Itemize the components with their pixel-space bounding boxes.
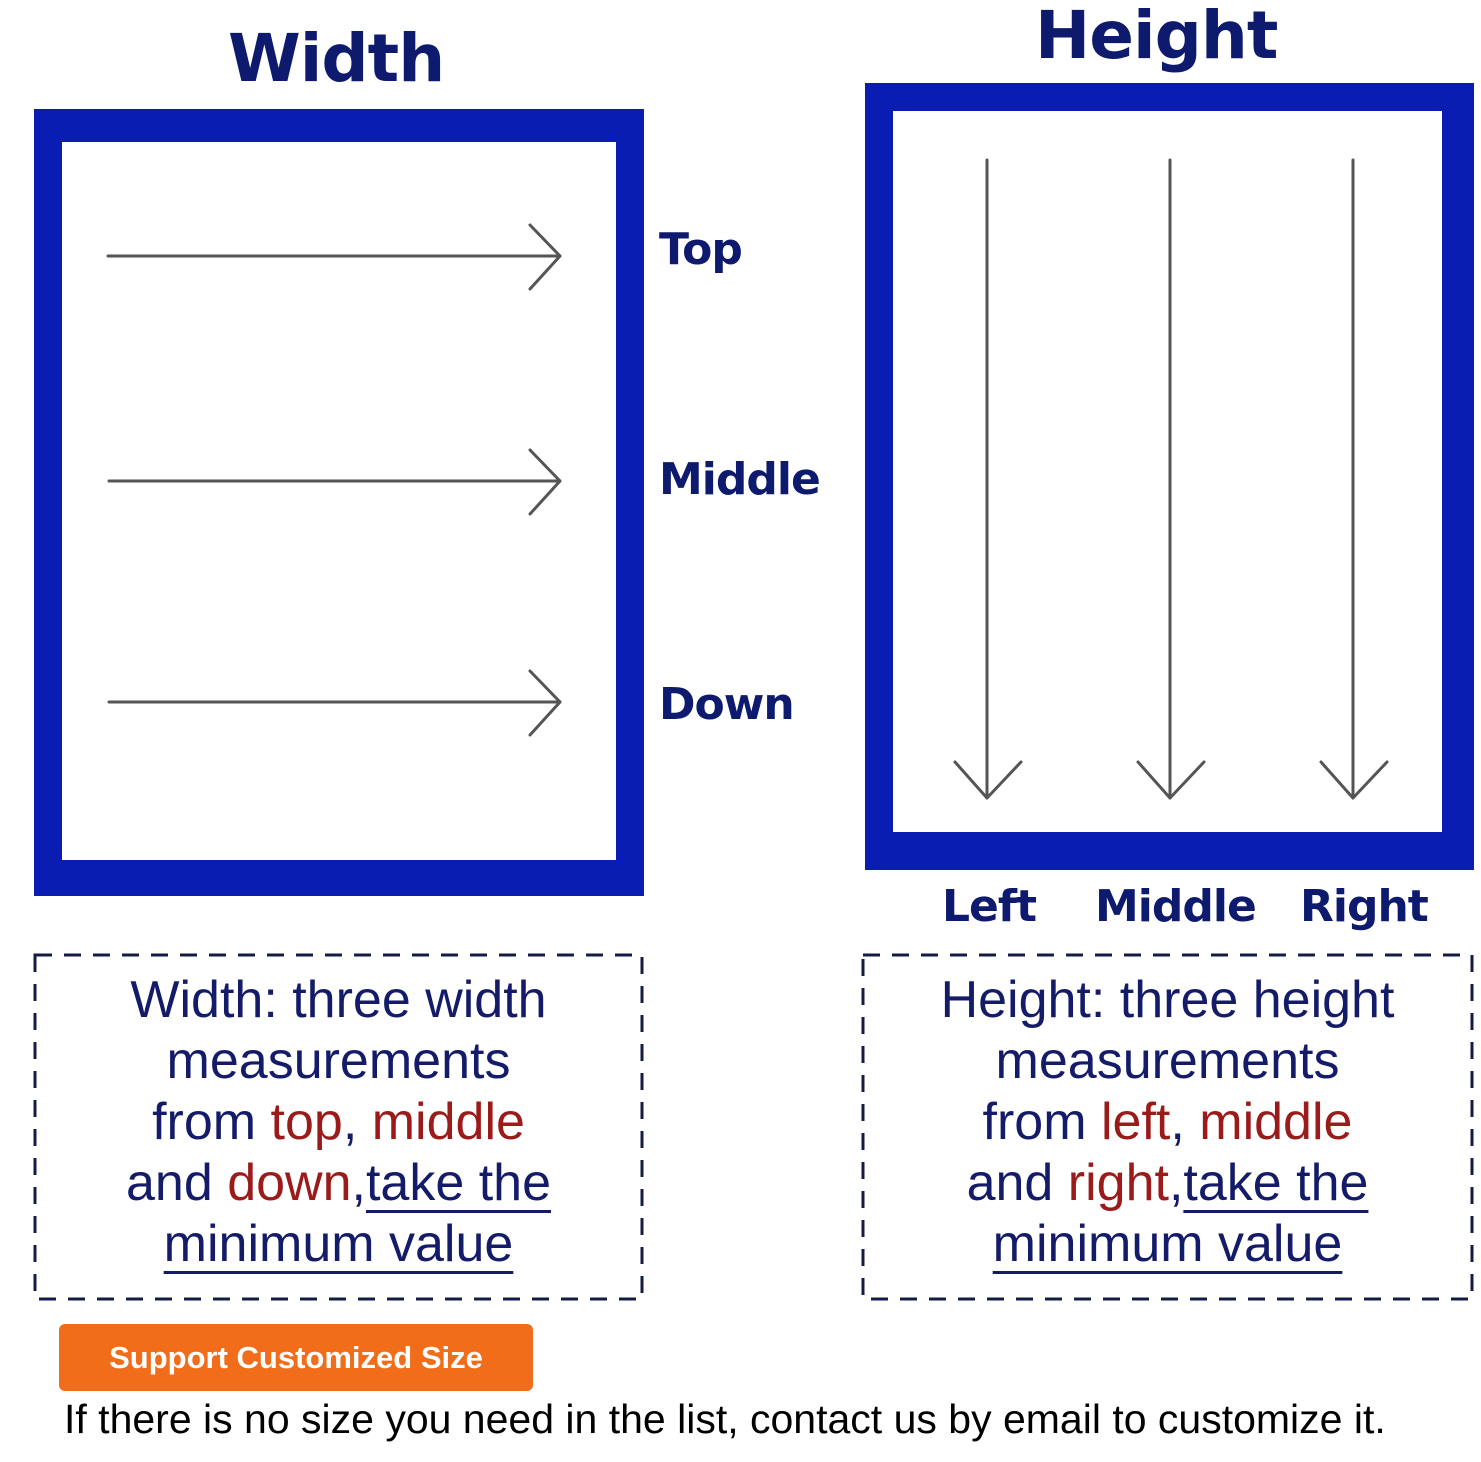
underlined-take-the: take the [365,1154,551,1212]
arrow-center [1138,160,1204,798]
arrow-top [108,225,560,289]
arrow-middle [109,450,560,514]
height-note-line2: measurements [995,1032,1340,1090]
height-note-line5 [863,1214,1472,1275]
highlight-right: right [1067,1154,1169,1212]
underlined-minimum-value-h: minimum value [992,1215,1343,1273]
underlined-minimum-value: minimum value [163,1215,514,1273]
label-top: Top [659,224,742,275]
label-down: Down [659,679,794,730]
width-note-line5 [35,1214,642,1275]
label-middle: Middle [659,454,820,505]
highlight-down: down [227,1154,352,1212]
highlight-top: top [270,1093,343,1151]
customize-note: If there is no size you need in the list, contact us by email to customize it. [64,1396,1386,1442]
width-note-line2: measurements [166,1032,511,1090]
width-title: Width [228,20,445,97]
height-note-line1: Height: three height [940,971,1395,1029]
highlight-left: left [1100,1093,1171,1151]
highlight-middle-h: middle [1199,1093,1353,1151]
width-note-line4: and down,take the [125,1154,551,1212]
support-customized-size-badge: Support Customized Size [59,1324,533,1391]
height-note-line3: from left, middle [982,1093,1353,1151]
label-middle-height: Middle [1095,881,1256,932]
width-note-line1: Width: three width [130,971,547,1029]
label-right: Right [1300,881,1428,932]
underlined-take-the-h: take the [1183,1154,1369,1212]
height-note-line4: and right,take the [966,1154,1369,1212]
width-note [35,970,642,1275]
label-left: Left [942,881,1037,932]
height-title: Height [1035,0,1278,74]
height-note [863,970,1472,1275]
arrow-left [955,160,1021,798]
arrow-right [1321,160,1387,798]
highlight-middle: middle [371,1093,525,1151]
arrow-down [109,671,560,735]
width-note-line3: from top, middle [152,1093,525,1151]
